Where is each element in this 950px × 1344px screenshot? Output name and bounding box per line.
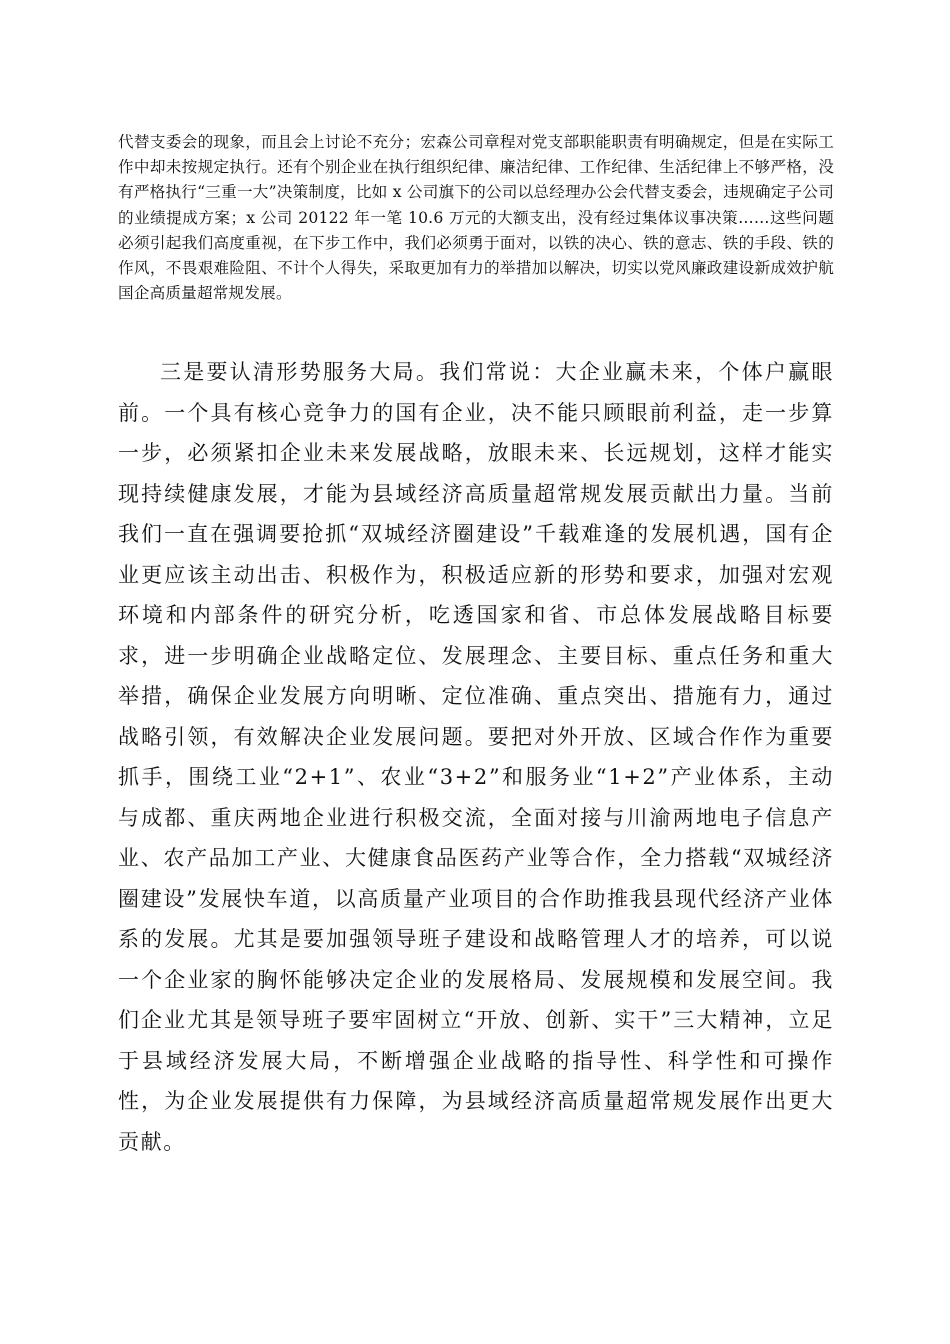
paragraph-continued: 代替支委会的现象，而且会上讨论不充分；宏森公司章程对党支部职能职责有明确规定，但是在实际工作中却未按规定执行。还有个别企业在执行组织纪律、廉洁纪律、工作纪律、生活纪律上不够严格，没有严格执行“三重一大”决策制度，比如 x 公司旗下的公司以总经理办公会代替支委会，违规确定子公司的业绩提成方案；x 公司 20122 年一笔 10.6 万元的大额支出，没有经过集体议事决策……这些问题必须引起我们高度重视，在下步工作中，我们必须勇于面对，以铁的决心、铁的意志、铁的手段、铁的作风，不畏艰难险阻、不计个人得失，采取更加有力的举措加以解决，切实以党风廉政建设新成效护航国企高质量超常规发展。 [118, 133, 834, 303]
paragraph-three: 三是要认清形势服务大局。我们常说：大企业赢未来，个体户赢眼前。一个具有核心竞争力的国有企业，决不能只顾眼前利益，走一步算一步，必须紧扣企业未来发展战略，放眼未来、长远规划，这样才能实现持续健康发展，才能为县域经济高质量超常规发展贡献出力量。当前我们一直在强调要抢抓“双城经济圈建设”千载难逢的发展机遇，国有企业更应该主动出击、积极作为，积极适应新的形势和要求，加强对宏观环境和内部条件的研究分析，吃透国家和省、市总体发展战略目标要求，进一步明确企业战略定位、发展理念、主要目标、重点任务和重大举措，确保企业发展方向明晰、定位准确、重点突出、措施有力，通过战略引领，有效解决企业发展问题。要把对外开放、区域合作作为重要抓手，围绕工业“2+1”、农业“3+2”和服务业“1+2”产业体系，主动与成都、重庆两地企业进行积极交流，全面对接与川渝两地电子信息产业、农产品加工产业、大健康食品医药产业等合作，全力搭载“双城经济圈建设”发展快车道，以高质量产业项目的合作助推我县现代经济产业体系的发展。尤其是要加强领导班子建设和战略管理人才的培养，可以说一个企业家的胸怀能够决定企业的发展格局、发展规模和发展空间。我们企业尤其是领导班子要牢固树立“开放、创新、实干”三大精神，立足于县域经济发展大局，不断增强企业战略的指导性、科学性和可操作性，为企业发展提供有力保障，为县域经济高质量超常规发展作出更大贡献。 [118, 360, 834, 1154]
